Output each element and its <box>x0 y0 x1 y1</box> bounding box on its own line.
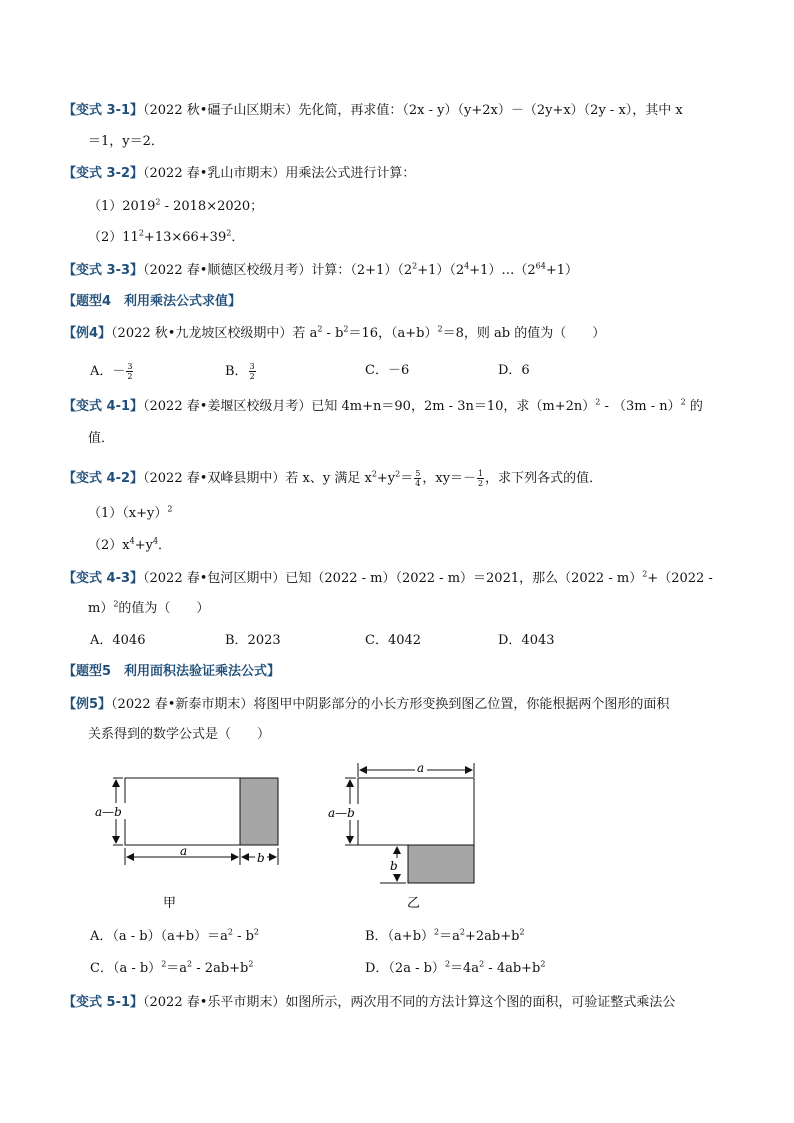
v42-frac1 <box>414 469 421 488</box>
v32-label: 【变式 3-2】 <box>63 166 144 181</box>
v42-item1 <box>88 505 172 523</box>
ex5-opta-s1: 2 <box>227 927 233 937</box>
ex4-s2: 2 <box>343 324 349 334</box>
v32-i2-sup1: 2 <box>138 228 144 238</box>
ex4-option-c: C．－6 <box>365 363 410 378</box>
v33-line <box>63 262 578 280</box>
ex4-option-b <box>225 362 257 381</box>
v43-option-c: C．4042 <box>365 633 422 648</box>
figure-yi <box>320 755 490 915</box>
v31-line2 <box>88 133 164 151</box>
ex5-label: 【例5】 <box>63 697 112 712</box>
ex5-optd-mid: ＝4a <box>450 961 480 976</box>
yi-shaded-rect <box>408 845 474 883</box>
v43-option-a: A．4046 <box>90 633 146 648</box>
v33-label: 【变式 3-3】 <box>63 263 144 278</box>
v32-i1-pre: （1）2019 <box>88 199 156 214</box>
ex5-optd-s1: 2 <box>444 959 451 969</box>
v31-label: 【变式 3-1】 <box>63 103 144 118</box>
ex4-optb-den: 2 <box>249 372 255 381</box>
v51-label: 【变式 5-1】 <box>63 995 144 1010</box>
v51-text: （2022 春•乐平市期末）如图所示，两次用不同的方法计算这个图的面积，可验证整式乘法公 <box>143 995 676 1010</box>
v42-line1 <box>63 469 602 488</box>
ex5-line2 <box>88 726 270 744</box>
ex5-optb-s3: 2 <box>519 927 525 937</box>
ex4-line <box>63 325 605 343</box>
v32-i2-post: ． <box>231 230 245 245</box>
yi-top-label: a <box>417 761 425 775</box>
ex5-option-c <box>90 960 253 978</box>
ex4-opta-fraction <box>126 362 133 381</box>
ex5-optc-s1: 2 <box>161 959 167 969</box>
v32-i2-sup2: 2 <box>226 228 232 238</box>
v41-t2: 的 <box>685 399 703 414</box>
ex5-line1 <box>63 696 669 714</box>
ex5-optc-mid: ＝a <box>166 961 188 976</box>
jia-caption: 甲 <box>163 896 177 911</box>
ex5-optb-mid: ＝a <box>439 929 460 944</box>
ex5-opta-pre: A．（a - b）（a+b）＝a <box>90 929 228 944</box>
v31-cont: ＝1，y＝2． <box>88 134 164 149</box>
ex5-option-a <box>90 928 259 946</box>
ex5-optd-s3: 2 <box>540 959 546 969</box>
v32-i1-sup: 2 <box>155 197 161 207</box>
v33-s3: 64 <box>535 261 546 271</box>
ex5-option-d <box>365 960 545 978</box>
ex4-optb-label: B． <box>225 364 248 379</box>
v33-text: （2022 春•顺德区校级月考）计算：（2+1）（2 <box>143 263 413 278</box>
jia-shaded-rect <box>240 778 278 845</box>
v33-s1: 2 <box>412 261 418 271</box>
v43-t1: +（2022 - <box>647 571 713 586</box>
ex4-s3: 2 <box>437 324 443 334</box>
v31-line1 <box>63 102 683 120</box>
v42-i1-sup: 2 <box>167 504 173 514</box>
v42-item2 <box>88 537 171 555</box>
v42-f2-den: 2 <box>478 479 484 488</box>
ex5-optc-post: - 2ab+b <box>192 961 249 976</box>
v43-s1: 2 <box>642 569 648 579</box>
v42-i2-pre: （2）x <box>88 538 130 553</box>
v43-line2 <box>88 600 209 618</box>
v42-i1-pre: （1）（x+y） <box>88 506 168 521</box>
ex4-optb-num: 3 <box>249 362 255 371</box>
v32-item2 <box>88 229 244 247</box>
ex5-opta-s2: 2 <box>253 927 260 937</box>
v41-text: （2022 春•姜堰区校级月考）已知 4m+n＝90，2m - 3n＝10，求（m+2n） <box>143 399 596 414</box>
v33-t3: +1） <box>545 263 579 278</box>
ex4-opta-num: 3 <box>127 362 133 371</box>
ex5-optd-pre: D．（2a - b） <box>365 961 445 976</box>
v43-cont-post: 的值为（ ） <box>118 601 210 616</box>
jia-bottom-label: a <box>180 844 188 858</box>
v42-frac2 <box>477 469 484 488</box>
yi-caption: 乙 <box>407 896 421 911</box>
v41-t1: - （3m - n） <box>600 399 681 414</box>
v32-text: （2022 春•乳山市期末）用乘法公式进行计算： <box>143 166 416 181</box>
ex4-p1: （2022 秋•九龙坡区校级期中）若 a <box>111 326 318 341</box>
v33-s2: 4 <box>464 261 470 271</box>
v32-item1 <box>88 198 263 216</box>
ex5-option-b <box>365 928 525 946</box>
ex5-optb-s2: 2 <box>459 927 465 937</box>
v41-s2: 2 <box>680 397 686 407</box>
ex4-opta-label: A．－ <box>90 364 126 379</box>
v41-s1: 2 <box>595 397 601 407</box>
jia-small-label: b <box>257 851 265 865</box>
v42-f2-num: 1 <box>478 469 484 478</box>
v43-line1 <box>63 570 713 588</box>
ex4-s1: 2 <box>317 324 323 334</box>
v43-cont-sup: 2 <box>113 599 119 609</box>
ex5-opta-mid: - b <box>232 929 254 944</box>
v41-cont: 值． <box>88 431 115 446</box>
v42-i2-s2: 4 <box>152 536 159 546</box>
v33-t2: +1）…（2 <box>469 263 536 278</box>
v32-i2-mid: +13×66+39 <box>143 230 227 245</box>
v42-f1-num: 5 <box>415 469 421 478</box>
figure-jia <box>85 770 300 915</box>
v42-p1: （2022 春•双峰县期中）若 x、y 满足 x <box>143 471 372 486</box>
v43-text: （2022 春•包河区期中）已知（2022 - m）（2022 - m）＝2021，那么（2022 - m） <box>143 571 643 586</box>
v42-p5: ，求下列各式的值． <box>485 471 603 486</box>
ex4-opta-den: 2 <box>127 372 133 381</box>
ex5-optc-s3: 2 <box>248 959 254 969</box>
v42-p4: ，xy＝－ <box>422 471 477 486</box>
v32-line1 <box>63 165 415 183</box>
ex5-optc-s2: 2 <box>187 959 193 969</box>
v43-cont-pre: m） <box>88 601 114 616</box>
v42-s2: 2 <box>395 469 401 479</box>
yi-large-rect <box>358 778 474 845</box>
ex4-p4: ＝8，则 ab 的值为（ ） <box>442 326 606 341</box>
v32-i2-pre: （2）11 <box>88 230 139 245</box>
ex5-optd-s2: 2 <box>479 959 485 969</box>
v41-line2 <box>88 430 114 448</box>
ex4-label: 【例4】 <box>63 326 112 341</box>
jia-side-label: a—b <box>95 805 122 819</box>
yi-small-label: b <box>390 859 398 873</box>
ex4-option-a <box>90 362 134 381</box>
v33-t1: +1）（2 <box>417 263 465 278</box>
topic4-heading: 【题型4 利用乘法公式求值】 <box>63 294 242 309</box>
ex5-optb-pre: B．（a+b） <box>365 929 435 944</box>
ex4-option-d: D．6 <box>498 363 530 378</box>
v31-text: （2022 秋•礓子山区期末）先化简，再求值：（2x - y）（y+2x）－（2y+x）（2y - x），其中 x <box>143 103 683 118</box>
v42-p2: +y <box>376 471 396 486</box>
v43-option-b: B．2023 <box>225 633 281 648</box>
ex4-optb-fraction <box>249 362 256 381</box>
ex5-cont: 关系得到的数学公式是（ ） <box>88 727 271 742</box>
ex5-text: （2022 春•新泰市期末）将图甲中阴影部分的小长方形变换到图乙位置，你能根据两个图形的面积 <box>111 697 670 712</box>
v42-i2-mid: +y <box>134 538 153 553</box>
ex5-optb-s1: 2 <box>434 927 440 937</box>
v42-f1-den: 4 <box>415 479 421 488</box>
v42-p3: ＝ <box>400 471 414 486</box>
v42-i2-post: ． <box>158 538 172 553</box>
jia-large-rect <box>125 778 240 845</box>
topic5-heading: 【题型5 利用面积法验证乘法公式】 <box>63 664 281 679</box>
ex5-optb-post: +2ab+b <box>464 929 520 944</box>
v41-line1 <box>63 398 703 416</box>
ex4-p2: - b <box>322 326 344 341</box>
v32-i1-post: - 2018×2020； <box>160 199 264 214</box>
v42-s1: 2 <box>371 469 377 479</box>
ex5-optd-post: - 4ab+b <box>484 961 541 976</box>
yi-side-label: a—b <box>328 806 355 820</box>
v41-label: 【变式 4-1】 <box>63 399 144 414</box>
ex5-optc-pre: C．（a - b） <box>90 961 162 976</box>
v43-option-d: D．4043 <box>498 633 555 648</box>
v42-label: 【变式 4-2】 <box>63 471 144 486</box>
v43-label: 【变式 4-3】 <box>63 571 144 586</box>
v42-i2-s1: 4 <box>129 536 135 546</box>
v51-line1 <box>63 994 675 1012</box>
ex4-p3: ＝16，（a+b） <box>348 326 438 341</box>
